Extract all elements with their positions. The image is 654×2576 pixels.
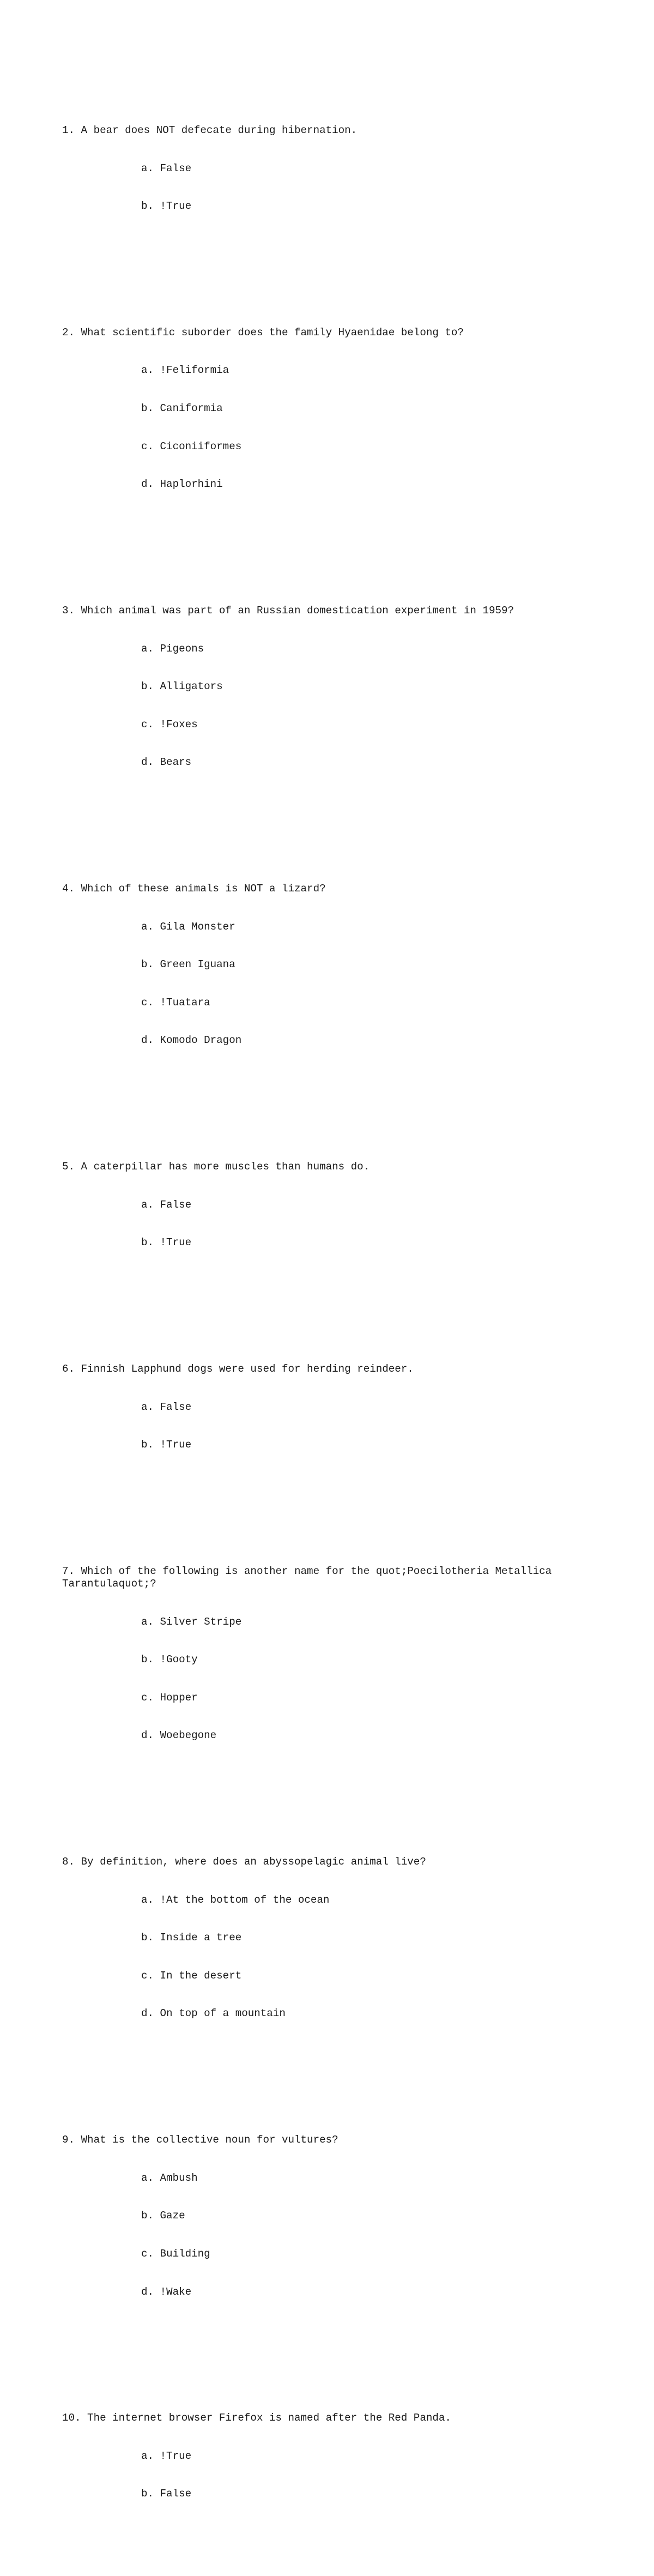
- answer-option: d. Woebegone: [141, 1729, 217, 1742]
- answer-option: a. Ambush: [141, 2171, 198, 2184]
- question-text: 5. A caterpillar has more muscles than humans do.: [62, 1161, 370, 1173]
- answer-option: a. False: [141, 162, 192, 174]
- question-3: [62, 580, 607, 794]
- question-text: 3. Which animal was part of an Russian domestication experiment in 1959?: [62, 604, 514, 617]
- question-10: [62, 2387, 607, 2526]
- answer-option: a. !Feliformia: [141, 364, 229, 377]
- question-text: 2. What scientific suborder does the family Hyaenidae belong to?: [62, 326, 464, 339]
- answer-option: c. Building: [141, 2247, 210, 2260]
- answer-option: b. Gaze: [141, 2210, 185, 2222]
- answer-option: c. !Tuatara: [141, 996, 210, 1009]
- question-text: 4. Which of these animals is NOT a lizard?: [62, 882, 326, 895]
- question-text: 6. Finnish Lapphund dogs were used for herding reindeer.: [62, 1362, 414, 1375]
- question-4: [62, 858, 607, 1072]
- question-text: 10. The internet browser Firefox is named after the Red Panda.: [62, 2412, 451, 2424]
- question-5: [62, 1136, 607, 1275]
- answer-option: d. On top of a mountain: [141, 2007, 286, 2020]
- quiz-document: [62, 61, 607, 2576]
- question-text: 8. By definition, where does an abyssopelagic animal live?: [62, 1856, 426, 1868]
- question-text: 9. What is the collective noun for vultures?: [62, 2134, 338, 2146]
- answer-option: d. !Wake: [141, 2285, 192, 2298]
- question-2: [62, 301, 607, 516]
- answer-option: a. !True: [141, 2450, 192, 2462]
- answer-option: b. !True: [141, 1439, 192, 1451]
- answer-option: b. !Gooty: [141, 1654, 198, 1666]
- question-text: 7. Which of the following is another name for the quot;Poecilotheria Metallica Tarantulaquot;?: [62, 1565, 552, 1590]
- answer-option: c. !Foxes: [141, 718, 198, 731]
- answer-option: d. Haplorhini: [141, 478, 223, 491]
- answer-option: a. False: [141, 1401, 192, 1413]
- answer-option: b. Green Iguana: [141, 958, 235, 971]
- question-7: [62, 1540, 607, 1767]
- answer-option: a. !At the bottom of the ocean: [141, 1893, 330, 1906]
- question-9: [62, 2109, 607, 2324]
- question-text: 1. A bear does NOT defecate during hibernation.: [62, 124, 358, 137]
- question-8: [62, 1831, 607, 2046]
- question-6: [62, 1337, 607, 1476]
- answer-option: b. Inside a tree: [141, 1932, 242, 1944]
- answer-option: d. Komodo Dragon: [141, 1034, 242, 1047]
- answer-option: b. Alligators: [141, 680, 223, 693]
- question-1: [62, 99, 607, 238]
- answer-option: b. Caniformia: [141, 402, 223, 415]
- answer-option: a. Gila Monster: [141, 920, 235, 933]
- answer-option: a. False: [141, 1198, 192, 1211]
- answer-option: c. In the desert: [141, 1969, 242, 1982]
- answer-option: c. Hopper: [141, 1691, 198, 1704]
- answer-option: b. !True: [141, 200, 192, 213]
- answer-option: b. !True: [141, 1236, 192, 1249]
- answer-option: a. Pigeons: [141, 642, 204, 655]
- answer-option: b. False: [141, 2488, 192, 2500]
- answer-option: d. Bears: [141, 756, 192, 769]
- answer-option: c. Ciconiiformes: [141, 440, 242, 453]
- answer-option: a. Silver Stripe: [141, 1615, 242, 1628]
